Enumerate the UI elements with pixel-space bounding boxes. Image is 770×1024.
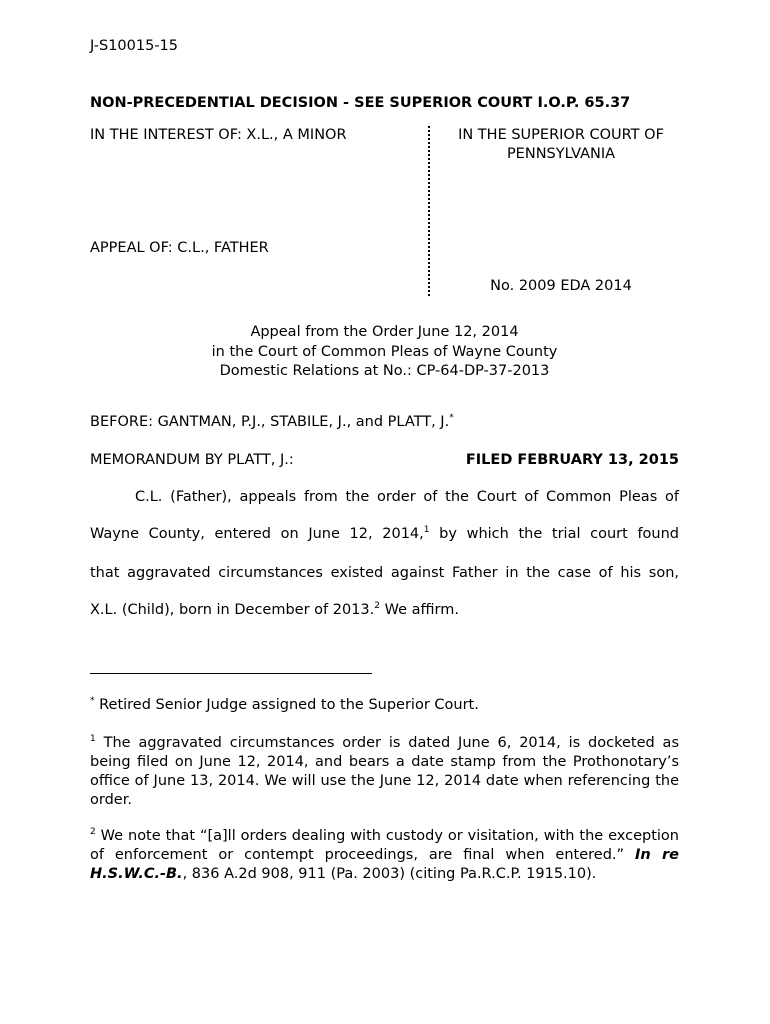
case-number: No. 2009 EDA 2014 bbox=[490, 278, 632, 294]
footnote-2-marker: 2 bbox=[90, 827, 96, 838]
panel-judges: BEFORE: GANTMAN, P.J., STABILE, J., and PLATT, J. bbox=[90, 414, 450, 430]
body-line-3: that aggravated circumstances existed against Father in the case of his son, bbox=[90, 565, 679, 581]
body-line-2-rest: by which the trial court found bbox=[429, 526, 680, 542]
panel-footnote-marker: * bbox=[449, 413, 454, 424]
footnote-rule bbox=[90, 673, 372, 674]
footnote-1-text: The aggravated circumstances order is dated June 6, 2014, is docketed as being filed on June 12, 2014, and bears a date stamp from the Prothonotary’s office of June 13, 2014. We will use the June 12, 2014 date when referencing the order. bbox=[90, 735, 679, 808]
body-line-2 bbox=[90, 525, 679, 543]
footnote-2 bbox=[90, 827, 679, 884]
footnote-2-case-citation: In re H.S.W.C.-B. bbox=[90, 847, 679, 882]
court-name-line-2: PENNSYLVANIA bbox=[506, 146, 616, 162]
footnote-ref-2: 2 bbox=[374, 601, 380, 612]
docket-number: J-S10015-15 bbox=[90, 38, 179, 54]
footnote-ref-1: 1 bbox=[423, 525, 430, 536]
footnote-1 bbox=[90, 734, 679, 810]
footnote-star-marker: * bbox=[90, 696, 95, 707]
appeal-line-2: in the Court of Common Pleas of Wayne County bbox=[211, 344, 558, 360]
footnote-1-marker: 1 bbox=[90, 734, 96, 745]
decision-heading: NON-PRECEDENTIAL DECISION - SEE SUPERIOR COURT I.O.P. 65.37 bbox=[90, 95, 631, 111]
appeal-line-3: Domestic Relations at No.: CP-64-DP-37-2013 bbox=[219, 363, 550, 379]
body-line-4-text: X.L. (Child), born in December of 2013. bbox=[90, 602, 375, 618]
footnote-2-text: We note that “[a]ll orders dealing with custody or visitation, with the exception of enforcement or contempt proceedings, are final when entered.” bbox=[90, 828, 679, 863]
body-line-1: C.L. (Father), appeals from the order of the Court of Common Pleas of bbox=[135, 489, 679, 505]
body-line-4 bbox=[90, 601, 679, 619]
footnote-star bbox=[90, 696, 679, 715]
memorandum-author: MEMORANDUM BY PLATT, J.: bbox=[90, 452, 294, 468]
caption-party: IN THE INTEREST OF: X.L., A MINOR bbox=[90, 127, 347, 143]
appeal-line-1: Appeal from the Order June 12, 2014 bbox=[250, 324, 519, 340]
court-name-line-1: IN THE SUPERIOR COURT OF bbox=[458, 127, 664, 143]
body-line-2-text: Wayne County, entered on June 12, 2014, bbox=[90, 526, 424, 542]
footnote-star-text: Retired Senior Judge assigned to the Superior Court. bbox=[94, 697, 479, 713]
body-line-4-rest: We affirm. bbox=[380, 602, 459, 618]
filed-date: FILED FEBRUARY 13, 2015 bbox=[465, 452, 679, 468]
footnote-2-citation-rest: , 836 A.2d 908, 911 (Pa. 2003) (citing Pa.R.C.P. 1915.10). bbox=[182, 866, 597, 882]
panel-line bbox=[90, 413, 454, 431]
caption-appellant: APPEAL OF: C.L., FATHER bbox=[90, 240, 269, 256]
caption-divider bbox=[428, 126, 430, 296]
